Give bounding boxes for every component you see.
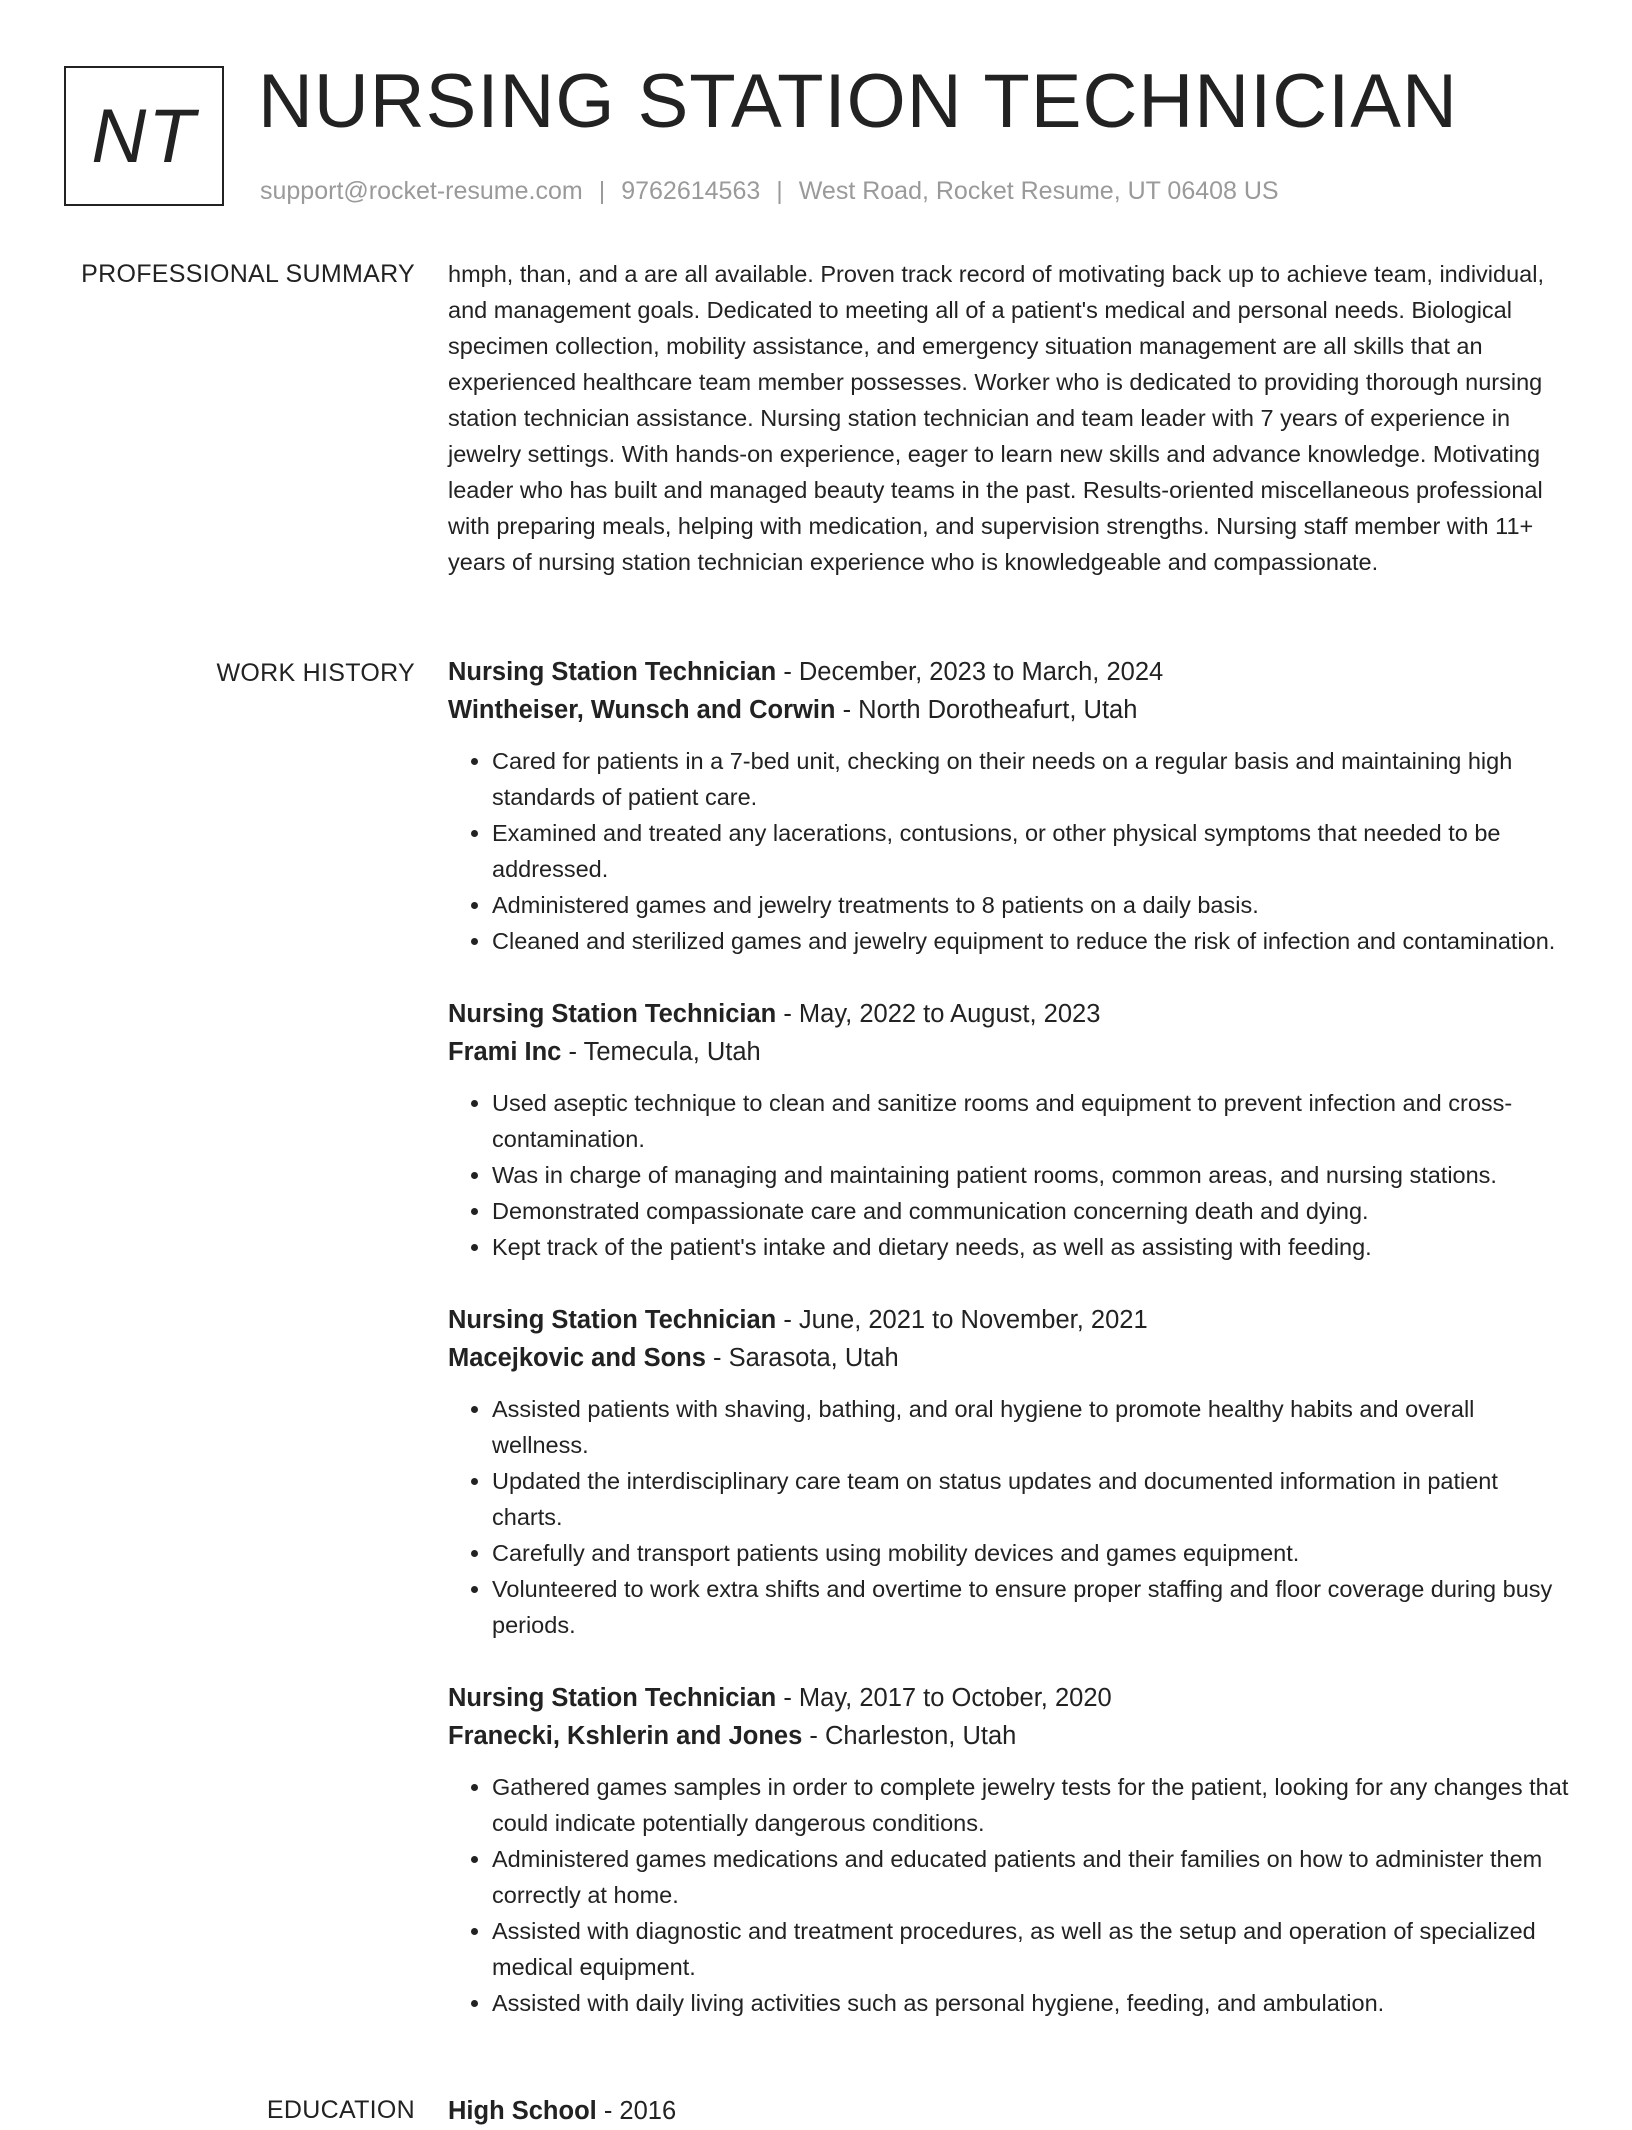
job-company: Frami Inc	[448, 1038, 562, 1066]
job-bullets	[448, 1085, 1570, 1265]
job-title: Nursing Station Technician	[448, 1684, 777, 1712]
job-bullet: • Cared for patients in a 7-bed unit, checking on their needs on a regular basis and maintaining high standards of patient care.	[492, 743, 1570, 815]
job-bullet: • Administered games medications and educated patients and their families on how to administer them correctly at home.	[492, 1841, 1570, 1913]
job-bullet: • Carefully and transport patients using mobility devices and games equipment.	[492, 1535, 1570, 1571]
job-bullet: • Kept track of the patient's intake and dietary needs, as well as assisting with feeding.	[492, 1229, 1570, 1265]
job-bullet: • Administered games and jewelry treatments to 8 patients on a daily basis.	[492, 887, 1570, 923]
job-bullet: • Cleaned and sterilized games and jewelry equipment to reduce the risk of infection and contamination.	[492, 923, 1570, 959]
education-label: EDUCATION	[266, 2096, 415, 2124]
job-title: Nursing Station Technician	[448, 1306, 777, 1334]
job-bullets	[448, 1391, 1570, 1643]
job-bullet: • Updated the interdisciplinary care team on status updates and documented information in patient charts.	[492, 1463, 1570, 1535]
summary-text: hmph, than, and a are all available. Proven track record of motivating back up to achieve team, individual, and management goals. Dedicated to meeting all of a patient's medical and personal needs. Biological specimen collection, mobility assistance, and emergency situation management are all skills that an experienced healthcare team member possesses. Worker who is dedicated to providing thorough nursing station technician assistance. Nursing station technician and team leader with 7 years of experience in jewelry settings. With hands-on experience, eager to learn new skills and advance knowledge. Motivating leader who has built and managed beauty teams in the past. Results-oriented miscellaneous professional with preparing meals, helping with medication, and supervision strengths. Nursing staff member with 11+ years of nursing station technician experience who is knowledgeable and compassionate.	[448, 261, 1544, 575]
summary-label: PROFESSIONAL SUMMARY	[81, 260, 415, 288]
job-dates: - December, 2023 to March, 2024	[776, 658, 1164, 686]
job-company: Franecki, Kshlerin and Jones	[448, 1722, 803, 1750]
contact-address: West Road, Rocket Resume, UT 06408 US	[798, 177, 1279, 205]
job-location: - Charleston, Utah	[802, 1722, 1017, 1750]
job-company-line	[448, 691, 1570, 729]
job-title-line	[448, 995, 1570, 1033]
job-bullets	[448, 1769, 1570, 2021]
job-entry	[448, 653, 1570, 959]
job-company-line	[448, 1717, 1570, 1755]
job-dates: - May, 2022 to August, 2023	[776, 1000, 1101, 1028]
job-dates: - June, 2021 to November, 2021	[776, 1306, 1148, 1334]
job-location: - North Dorotheafurt, Utah	[835, 696, 1138, 724]
job-bullet: • Volunteered to work extra shifts and overtime to ensure proper staffing and floor coverage during busy periods.	[492, 1571, 1570, 1643]
education-line	[448, 2092, 1570, 2130]
job-bullet: • Assisted patients with shaving, bathing, and oral hygiene to promote healthy habits and overall wellness.	[492, 1391, 1570, 1463]
education-school: High School	[448, 2097, 597, 2125]
job-company: Wintheiser, Wunsch and Corwin	[448, 696, 836, 724]
job-title-line	[448, 1679, 1570, 1717]
job-bullet: • Gathered games samples in order to complete jewelry tests for the patient, looking for any changes that could indicate potentially dangerous conditions.	[492, 1769, 1570, 1841]
education-body	[448, 2092, 1570, 2130]
monogram-badge: NT	[64, 66, 224, 206]
job-company-line	[448, 1033, 1570, 1071]
job-bullet: • Used aseptic technique to clean and sanitize rooms and equipment to prevent infection and cross-contamination.	[492, 1085, 1570, 1157]
education-year: - 2016	[596, 2097, 677, 2125]
job-title: Nursing Station Technician	[448, 658, 777, 686]
job-dates: - May, 2017 to October, 2020	[776, 1684, 1112, 1712]
job-title-line	[448, 1301, 1570, 1339]
summary-body	[448, 256, 1570, 580]
job-title: Nursing Station Technician	[448, 1000, 777, 1028]
contact-separator: |	[776, 177, 783, 205]
job-bullet: • Was in charge of managing and maintaining patient rooms, common areas, and nursing stations.	[492, 1157, 1570, 1193]
candidate-name: NURSING STATION TECHNICIAN	[258, 59, 1458, 144]
contact-line	[260, 174, 1279, 208]
job-entry	[448, 995, 1570, 1265]
contact-phone: 9762614563	[621, 177, 761, 205]
job-bullet: • Assisted with diagnostic and treatment procedures, as well as the setup and operation of specialized medical equipment.	[492, 1913, 1570, 1985]
work-history-body	[448, 653, 1570, 2057]
job-bullets	[448, 743, 1570, 959]
job-company: Macejkovic and Sons	[448, 1344, 706, 1372]
job-bullet: • Assisted with daily living activities such as personal hygiene, feeding, and ambulation.	[492, 1985, 1570, 2021]
job-location: - Sarasota, Utah	[705, 1344, 899, 1372]
work-history-label: WORK HISTORY	[216, 659, 415, 687]
job-entry	[448, 1679, 1570, 2021]
job-location: - Temecula, Utah	[561, 1038, 761, 1066]
job-entry	[448, 1301, 1570, 1643]
contact-separator: |	[598, 177, 606, 205]
job-bullet: • Examined and treated any lacerations, contusions, or other physical symptoms that needed to be addressed.	[492, 815, 1570, 887]
job-company-line	[448, 1339, 1570, 1377]
job-title-line	[448, 653, 1570, 691]
job-bullet: • Demonstrated compassionate care and communication concerning death and dying.	[492, 1193, 1570, 1229]
contact-email: support@rocket-resume.com	[260, 177, 583, 205]
